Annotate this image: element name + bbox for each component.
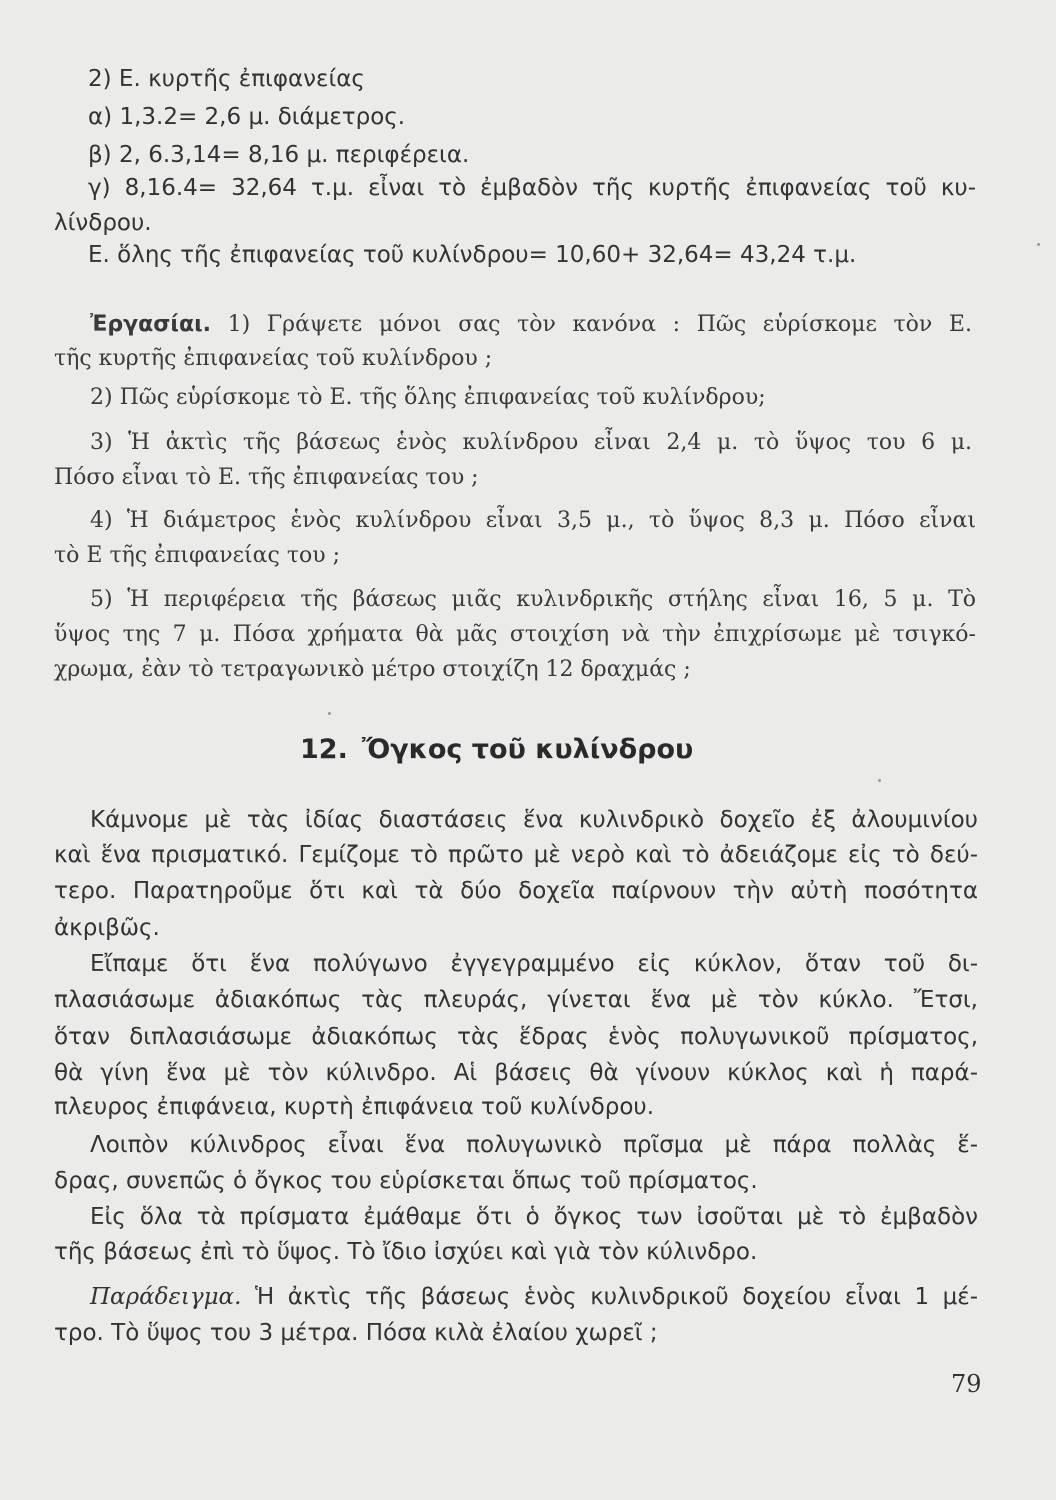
surface-line-6: Ε. ὅλης τῆς ἐπιφανείας τοῦ κυλίνδρου= 10,60+ 32,64= 43,24 τ.μ.	[88, 242, 857, 268]
surface-line-2: α) 1,3.2= 2,6 μ. διάμετρος.	[88, 104, 406, 130]
section-number: 12.	[300, 734, 348, 765]
paper-speck	[1037, 243, 1040, 246]
exercise-1-text: 1) Γράψετε μόνοι σας τὸν κανόνα : Πῶς εὑρίσκομε τὸν Ε.	[227, 312, 972, 337]
paragraph-1-line-1: Κάμνομε μὲ τὰς ἰδίας διαστάσεις ἕνα κυλινδρικὸ δοχεῖο ἐξ ἀλουμινίου	[90, 807, 978, 833]
exercise-1-line-b: τῆς κυρτῆς ἐπιφανείας τοῦ κυλίνδρου ;	[54, 346, 493, 371]
exercise-4-line-a: 4) Ἡ διάμετρος ἑνὸς κυλίνδρου εἶναι 3,5 μ., τὸ ὕψος 8,3 μ. Πόσο εἶναι	[90, 508, 976, 533]
paragraph-3-line-2: δρας, συνεπῶς ὁ ὄγκος του εὑρίσκεται ὅπως τοῦ πρίσματος.	[54, 1168, 758, 1194]
paragraph-3-line-1: Λοιπὸν κύλινδρος εἶναι ἕνα πολυγωνικὸ πρῖσμα μὲ πάρα πολλὰς ἕ-	[90, 1132, 978, 1158]
paragraph-2-line-3: ὅταν διπλασιάσωμε ἀδιακόπως τὰς ἕδρας ἑνὸς πολυγωνικοῦ πρίσματος,	[54, 1024, 978, 1050]
exercise-4-line-b: τὸ Ε τῆς ἐπιφανείας του ;	[54, 543, 341, 568]
example-label: Παράδειγμα.	[90, 1284, 242, 1310]
paragraph-2-line-4: θὰ γίνη ἕνα μὲ τὸν κύλινδρο. Αἱ βάσεις θὰ γίνουν κύκλος καὶ ἡ παρά-	[54, 1060, 978, 1086]
surface-line-4: γ) 8,16.4= 32,64 τ.μ. εἶναι τὸ ἐμβαδὸν τῆς κυρτῆς ἐπιφανείας τοῦ κυ-	[88, 175, 976, 201]
paragraph-4-line-2: τῆς βάσεως ἐπὶ τὸ ὕψος. Τὸ ἴδιο ἰσχύει καὶ γιὰ τὸν κύλινδρο.	[54, 1239, 758, 1265]
page-number: 79	[951, 1370, 982, 1398]
paragraph-2-line-1: Εἴπαμε ὅτι ἕνα πολύγωνο ἐγγεγραμμένο εἰς κύκλον, ὅταν τοῦ δι-	[90, 951, 978, 977]
paper-speck	[878, 779, 881, 782]
exercise-5-line-a: 5) Ἡ περιφέρεια τῆς βάσεως μιᾶς κυλινδρικῆς στήλης εἶναι 16, 5 μ. Τὸ	[90, 587, 976, 612]
exercise-5-line-c: χρωμα, ἐὰν τὸ τετραγωνικὸ μέτρο στοιχίζη 12 δραχμάς ;	[54, 657, 691, 682]
exercise-3-line-b: Πόσο εἶναι τὸ Ε. τῆς ἐπιφανείας του ;	[54, 465, 479, 490]
exercises-label: Ἐργασίαι.	[90, 312, 212, 337]
surface-line-1: 2) Ε. κυρτῆς ἐπιφανείας	[88, 66, 365, 92]
exercise-5-line-b: ὕψος της 7 μ. Πόσα χρήματα θὰ μᾶς στοιχίση νὰ τὴν ἐπιχρίσωμε μὲ τσιγκό-	[54, 622, 976, 647]
paragraph-2-line-5: πλευρος ἐπιφάνεια, κυρτὴ ἐπιφάνεια τοῦ κυλίνδρου.	[54, 1094, 655, 1120]
example-line-2: τρο. Τὸ ὕψος του 3 μέτρα. Πόσα κιλὰ ἐλαίου χωρεῖ ;	[54, 1320, 658, 1346]
surface-line-3: β) 2, 6.3,14= 8,16 μ. περιφέρεια.	[88, 142, 470, 168]
paragraph-1-line-2: καὶ ἕνα πρισματικό. Γεμίζομε τὸ πρῶτο μὲ νερὸ καὶ τὸ ἀδειάζομε εἰς τὸ δεύ-	[54, 842, 978, 868]
exercise-1-line-a	[90, 314, 972, 336]
paper-speck	[328, 712, 331, 715]
section-heading	[300, 734, 760, 765]
example-line-1	[90, 1286, 978, 1309]
paragraph-1-line-3: τερο. Παρατηροῦμε ὅτι καὶ τὰ δύο δοχεῖα παίρνουν τὴν αὐτὴ ποσότητα	[54, 878, 978, 904]
exercise-2: 2) Πῶς εὑρίσκομε τὸ Ε. τῆς ὅλης ἐπιφανείας τοῦ κυλίνδρου;	[90, 385, 766, 410]
paragraph-1-line-4: ἀκριβῶς.	[54, 915, 160, 941]
surface-line-5: λίνδρου.	[54, 210, 152, 236]
paragraph-2-line-2: πλασιάσωμε ἀδιακόπως τὰς πλευράς, γίνεται ἕνα μὲ τὸν κύκλο. Ἔτσι,	[54, 987, 978, 1013]
example-text: Ἡ ἀκτὶς τῆς βάσεως ἑνὸς κυλινδρικοῦ δοχείου εἶναι 1 μέ-	[254, 1284, 979, 1310]
exercise-3-line-a: 3) Ἡ ἀκτὶς τῆς βάσεως ἑνὸς κυλίνδρου εἶναι 2,4 μ. τὸ ὕψος του 6 μ.	[90, 430, 972, 455]
section-title: Ὄγκος τοῦ κυλίνδρου	[361, 734, 694, 765]
paragraph-4-line-1: Εἰς ὅλα τὰ πρίσματα ἐμάθαμε ὅτι ὁ ὄγκος των ἰσοῦται μὲ τὸ ἐμβαδὸν	[90, 1204, 978, 1230]
